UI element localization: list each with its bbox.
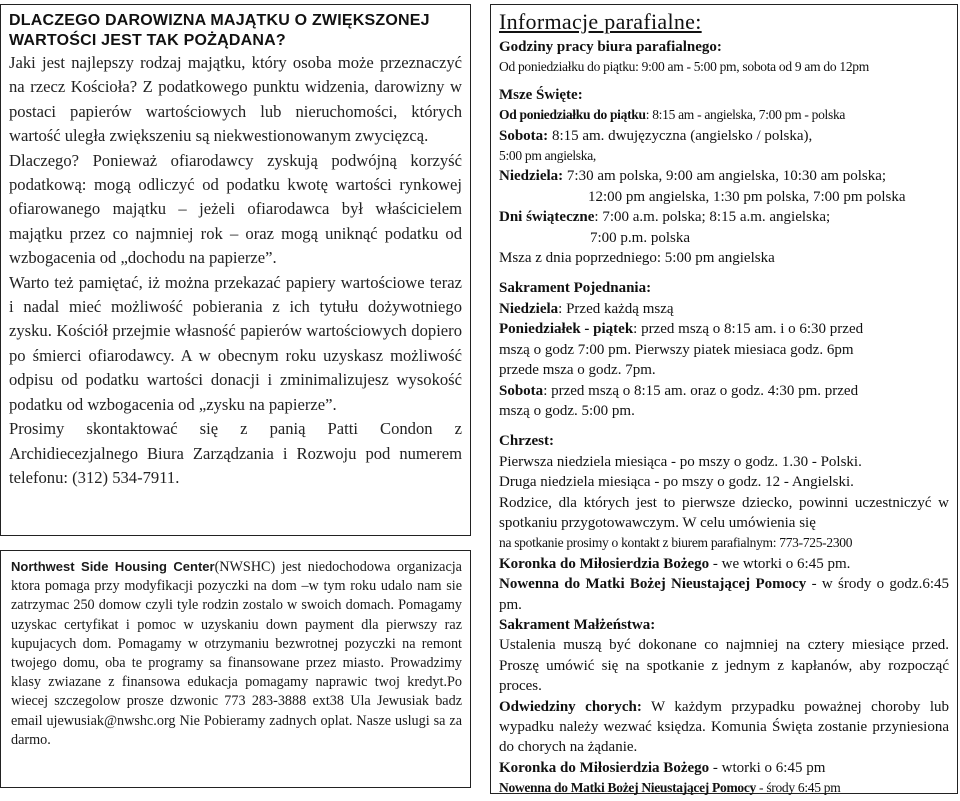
- confession-saturday-text: : przed mszą o 8:15 am. oraz o godz. 4:30 pm. przed: [543, 382, 859, 399]
- confession-sunday: [499, 299, 949, 319]
- mass-weekday-label: Od poniedziałku do piątku: [499, 107, 646, 123]
- mass-holy-days-label: Dni świąteczne: [499, 209, 595, 226]
- confession-weekday-label: Poniedziałek - piątek: [499, 321, 634, 338]
- baptism-second-sunday: Druga niedziela miesiąca - po mszy o godz. 12 - Angielski.: [499, 474, 854, 491]
- baptism-label: Chrzest:: [499, 433, 554, 450]
- mass-sunday-text: 7:30 am polska, 9:00 am angielska, 10:30 am polska;: [563, 168, 887, 185]
- office-hours-text: Od poniedziałku do piątku: 9:00 am - 5:00 pm, sobota od 9 am do 12pm: [499, 59, 869, 75]
- marriage-label: Sakrament Małżeństwa:: [499, 616, 656, 633]
- donation-paragraph-1: Jaki jest najlepszy rodzaj majątku, który osoba może przeznaczyć na rzecz Kościoła? Z podatkowego punktu widzenia, darowizny w postaci papierów wartościowych lub nieruchomości, których wartość uległa zwiększeniu są niekwestionowanym zwycięzcą.: [9, 53, 462, 146]
- confession-saturday: [499, 381, 949, 401]
- confession-label: Sakrament Pojednania:: [499, 280, 652, 297]
- mass-holy-days: [499, 207, 949, 227]
- mass-saturday: [499, 126, 949, 146]
- housing-org-name: Northwest Side Housing Center: [11, 559, 215, 574]
- mass-saturday-text-2: 5:00 pm angielska,: [499, 148, 596, 164]
- donation-paragraph-4: Prosimy skontaktować się z panią Patti Condon z Archidiecezjalnego Biura Zarządzania i Rozwoju pod numerem telefonu: (312) 534-7911.: [9, 419, 462, 487]
- novena-2-label: Nowenna do Matki Bożej Nieustającej Pomocy: [499, 780, 756, 796]
- novena-text: - w środy o godz.6:45 pm.: [499, 576, 949, 613]
- mass-holy-days-text: : 7:00 a.m. polska; 8:15 a.m. angielska;: [594, 209, 831, 226]
- housing-center-notice: [0, 550, 471, 788]
- coronet-devotion-2: [499, 758, 949, 778]
- coronet-devotion: [499, 554, 949, 574]
- novena-label: Nowenna do Matki Bożej Nieustającej Pomocy: [499, 576, 807, 593]
- coronet-2-text: - wtorki o 6:45 pm: [709, 759, 826, 776]
- baptism-parents-note: Rodzice, dla których jest to pierwsze dziecko, powinni uczestniczyć w spotkaniu przygotowawczym. W celu umówienia się: [499, 494, 949, 531]
- sick-visits: [499, 697, 949, 758]
- mass-sunday-text-2: 12:00 pm angielska, 1:30 pm polska, 7:00 pm polska: [588, 188, 906, 205]
- confession-weekday-text: : przed mszą o 8:15 am. i o 6:30 przed: [633, 321, 864, 338]
- mass-weekday-text: : 8:15 am - angielska, 7:00 pm - polska: [645, 107, 846, 123]
- parish-info-panel: [490, 4, 958, 794]
- mass-holy-days-text-2: 7:00 p.m. polska: [590, 229, 690, 246]
- novena-devotion-2: [499, 778, 949, 798]
- confession-weekday-text-3: przede msza o godz. 7pm.: [499, 362, 656, 379]
- parish-title: Informacje parafialne:: [499, 9, 702, 34]
- sick-visits-label: Odwiedziny chorych:: [499, 698, 642, 715]
- donation-title: DLACZEGO DAROWIZNA MAJĄTKU O ZWIĘKSZONEJ WARTOŚCI JEST TAK POŻĄDANA?: [9, 12, 430, 49]
- marriage-text: Ustalenia muszą być dokonane co najmniej na cztery miesiące przed. Proszę umówić się na spotkanie z jednym z kapłanów, aby rozpocząć proces.: [499, 637, 949, 695]
- confession-sunday-text: : Przed każdą mszą: [558, 300, 674, 317]
- baptism-contact: na spotkanie prosimy o kontakt z biurem parafialnym: 773-725-2300: [499, 535, 853, 551]
- mass-saturday-text: 8:15 am. dwujęzyczna (angielsko / polska),: [548, 127, 813, 144]
- novena-2-text: - środy 6:45 pm: [755, 780, 841, 796]
- mass-label: Msze Święte:: [499, 86, 583, 103]
- mass-sunday-label: Niedziela:: [499, 168, 564, 185]
- sick-visits-text: W każdym przypadku poważnej choroby lub wypadku należy wezwać księdza. Komunia Święta zostanie przyniesiona do chorych na żądanie.: [499, 698, 949, 756]
- confession-weekday: [499, 319, 949, 339]
- baptism-first-sunday: Pierwsza niedziela miesiąca - po mszy o godz. 1.30 - Polski.: [499, 453, 862, 470]
- confession-sunday-label: Niedziela: [499, 300, 559, 317]
- donation-article: [0, 4, 471, 536]
- housing-text-block: [11, 557, 462, 750]
- novena-devotion: [499, 574, 949, 615]
- mass-sunday: [499, 166, 949, 186]
- coronet-2-label: Koronka do Miłosierdzia Bożego: [499, 759, 710, 776]
- housing-description: (NWSHC) jest niedochodowa organizacja ktora pomaga przy modyfikacji pozyczki na dom –w tym roku udalo nam sie zatrzymac 250 domow czyli tyle rodzin zostalo w swoich domach. Pomagamy uzyskac certyfikat i pomoc w uzyskaniu down payment dla pierwszy raz kupujacych dom. Pomagamy w otrzymaniu bezwrotnej pozyczki na remont twojego domu, oba te programy sa finansowane przez miasto. Prowadzimy klasy zwiazane z finansowa edukacja pomagamy naprawic twoj kredyt.Po wiecej szczegolow prosze dzwonic 773 283-3888 ext38 Ula Jewusiak badz email ujewusiak@nwshc.org Nie Pobieramy zadnych oplat. Nasze uslugi sa za darmo.: [11, 559, 462, 748]
- confession-weekday-text-2: mszą o godz 7:00 pm. Pierwszy piatek miesiaca godz. 6pm: [499, 341, 854, 358]
- donation-paragraph-2: Dlaczego? Ponieważ ofiarodawcy zyskują podwójną korzyść podatkową: mogą odliczyć od podatku kwotę wartości rynkowej ofiarowanego majątku – jeżeli ofiarodawca był właścicielem majątku przez co najmniej rok – oraz mogą uniknąć podatku od wzbogacenia od „dochodu na papierze”.: [9, 150, 462, 268]
- confession-saturday-label: Sobota: [499, 382, 544, 399]
- office-hours-label: Godziny pracy biura parafialnego:: [499, 39, 722, 55]
- donation-paragraph-3: Warto też pamiętać, iż można przekazać papiery wartościowe teraz i nadal mieć możliwość pobierania z ich tytułu dożywotniego zysku. Kościół przejmie własność papierów wartościowych dopiero po śmierci ofiarodawcy. A w obecnym roku uzyskasz możliwość odpisu od podatku wartości donacji i zminimalizujesz wysokość podatku od wzbogacenia od „zysku na papierze”.: [9, 272, 462, 414]
- coronet-label: Koronka do Miłosierdzia Bożego: [499, 555, 710, 572]
- mass-weekday: [499, 105, 949, 125]
- mass-vigil: Msza z dnia poprzedniego: 5:00 pm angielska: [499, 250, 775, 267]
- coronet-text: - we wtorki o 6:45 pm.: [709, 555, 851, 572]
- confession-saturday-text-2: mszą o godz. 5:00 pm.: [499, 402, 635, 419]
- mass-saturday-label: Sobota:: [499, 127, 549, 144]
